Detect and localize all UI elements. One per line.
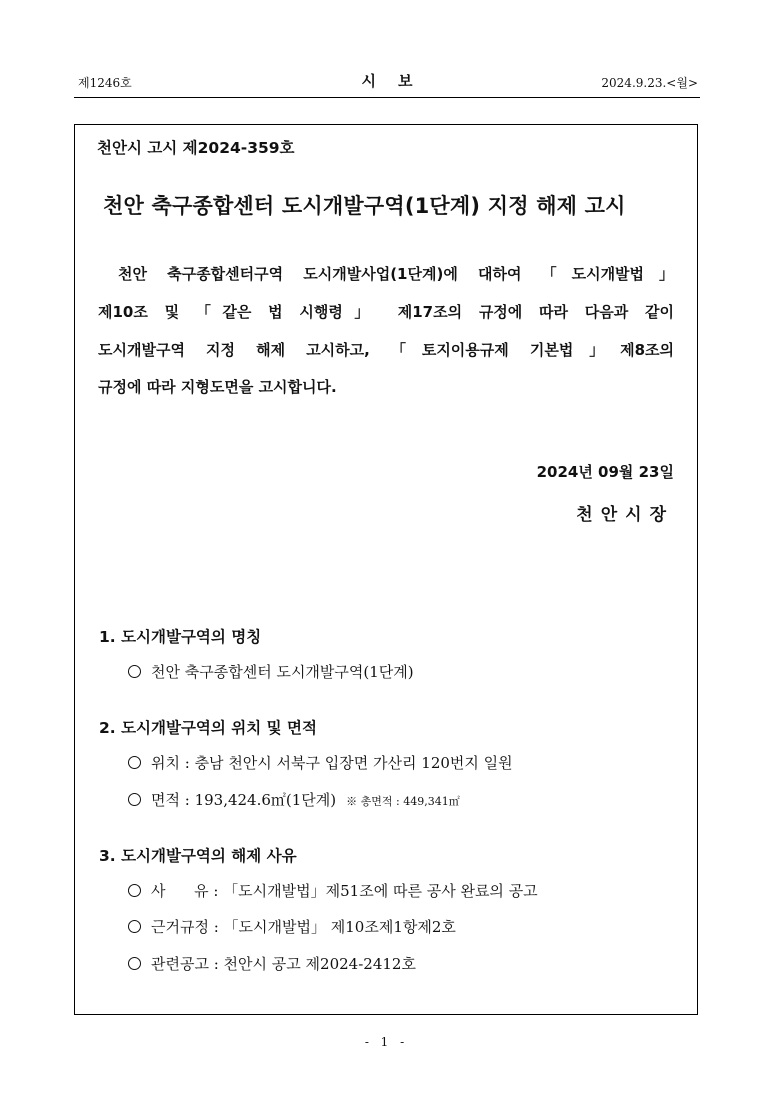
notice-title: 천안 축구종합센터 도시개발구역(1단계) 지정 해제 고시: [103, 194, 626, 218]
section-3-item-3: 관련공고 : 천안시 공고 제2024-2412호: [128, 953, 416, 974]
section-1-item-1: 천안 축구종합센터 도시개발구역(1단계): [128, 661, 414, 682]
notice-number: 천안시 고시 제2024-359호: [97, 139, 295, 157]
page-header: [74, 70, 700, 92]
issue-number: 제1246호: [78, 76, 132, 90]
section-2-heading: 2. 도시개발구역의 위치 및 면적: [99, 719, 317, 737]
section-3-item-2: 근거규정 : 「도시개발법」 제10조제1항제2호: [128, 916, 456, 937]
section-3-heading: 3. 도시개발구역의 해제 사유: [99, 847, 297, 865]
circle-bullet-icon: [128, 793, 141, 806]
circle-bullet-icon: [128, 665, 141, 678]
circle-bullet-icon: [128, 920, 141, 933]
section-2-item-2: 면적 : 193,424.6㎡(1단계) ※ 총면적 : 449,341㎡: [128, 789, 460, 810]
section-1-heading: 1. 도시개발구역의 명칭: [99, 628, 262, 646]
body-line-2: 제10조 및 「같은 법 시행령」 제17조의 규정에 따라 다음과 같이: [98, 303, 674, 321]
issuer: 천안시장: [576, 505, 674, 525]
header-rule: [74, 97, 700, 98]
body-line-3: 도시개발구역 지정 해제 고시하고, 「토지이용규제 기본법」제8조의: [98, 341, 674, 359]
publication-date: 2024.9.23.<월>: [601, 76, 698, 90]
circle-bullet-icon: [128, 957, 141, 970]
page-number: - 1 -: [364, 1035, 409, 1049]
publication-name: 시보: [361, 72, 435, 90]
section-2-item-1: 위치 : 충남 천안시 서북구 입장면 가산리 120번지 일원: [128, 752, 513, 773]
notice-date: 2024년 09월 23일: [536, 463, 674, 481]
circle-bullet-icon: [128, 756, 141, 769]
body-line-4: 규정에 따라 지형도면을 고시합니다.: [98, 378, 337, 396]
circle-bullet-icon: [128, 884, 141, 897]
section-3-item-1: 사 유 : 「도시개발법」제51조에 따른 공사 완료의 공고: [128, 880, 538, 901]
total-area-note: ※ 총면적 : 449,341㎡: [346, 795, 460, 808]
body-line-1: 천안 축구종합센터구역 도시개발사업(1단계)에 대하여 「도시개발법」: [118, 265, 674, 283]
